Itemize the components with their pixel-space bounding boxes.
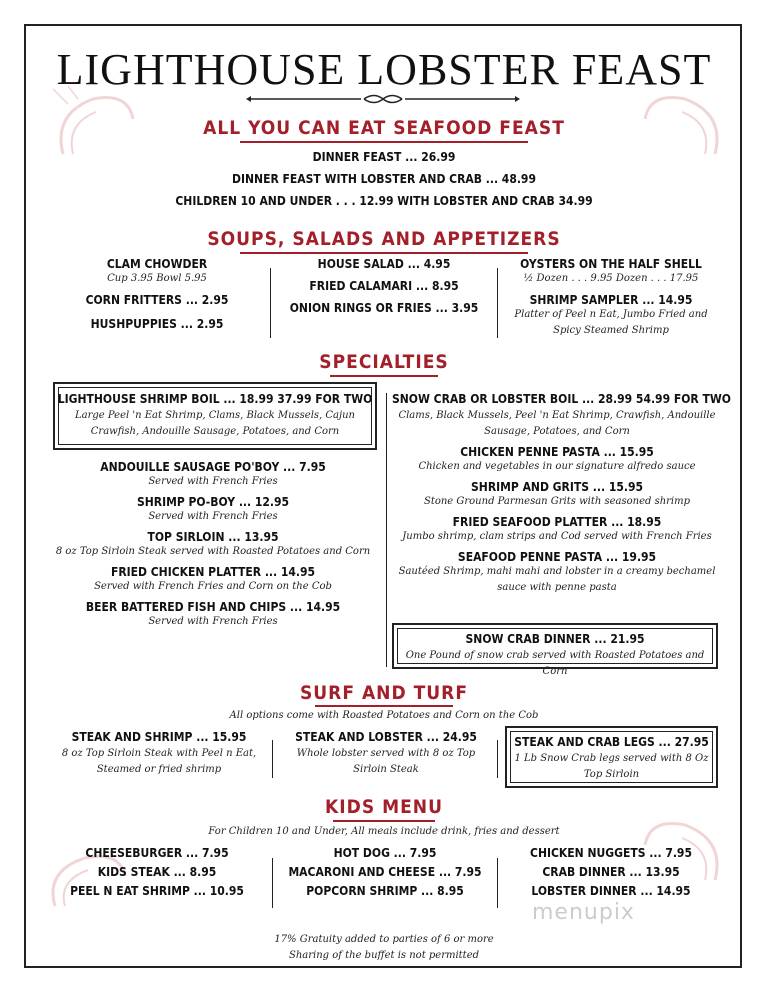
ornament-divider-icon <box>246 92 520 106</box>
menu-item: LOBSTER DINNER ... 14.95 <box>531 884 691 898</box>
menu-item: SHRIMP SAMPLER ... 14.95 <box>529 293 693 307</box>
menu-item: LIGHTHOUSE SHRIMP BOIL ... 18.99 37.99 FOR TWO <box>57 392 373 406</box>
footer-note: Sharing of the buffet is not permitted <box>288 950 480 961</box>
surf-underline <box>315 705 453 707</box>
item-description: Served with French Fries <box>148 511 278 522</box>
feast-underline <box>240 141 528 143</box>
menu-item: CLAM CHOWDER <box>106 257 208 271</box>
menu-item: SHRIMP PO-BOY ... 12.95 <box>136 495 290 509</box>
menu-item: ONION RINGS OR FRIES ... 3.95 <box>289 301 479 315</box>
soups-column-1 <box>52 257 262 331</box>
item-description: Sautéed Shrimp, mahi mahi and lobster in a creamy bechamel <box>398 566 716 577</box>
specialties-underline <box>330 375 438 377</box>
item-description: 8 oz Top Sirloin Steak with Peel n Eat, <box>61 748 257 759</box>
soups-heading: SOUPS, SALADS AND APPETIZERS <box>207 228 561 250</box>
item-description: 8 oz Top Sirloin Steak served with Roasted Potatoes and Corn <box>55 546 371 557</box>
menu-item: CHICKEN PENNE PASTA ... 15.95 <box>460 445 654 459</box>
item-description: One Pound of snow crab served with Roasted Potatoes and Corn <box>405 650 705 677</box>
kids-column-3 <box>500 846 722 898</box>
menu-item: POPCORN SHRIMP ... 8.95 <box>306 884 464 898</box>
item-description: ½ Dozen . . . 9.95 Dozen . . . 17.95 <box>523 273 699 284</box>
item-description: 1 Lb Snow Crab legs served with 8 Oz <box>514 753 709 764</box>
menu-item: SEAFOOD PENNE PASTA ... 19.95 <box>457 550 657 564</box>
feast-line: DINNER FEAST ... 26.99 <box>312 150 456 164</box>
menu-title: LIGHTHOUSE LOBSTER FEAST <box>56 45 712 94</box>
specialties-heading: SPECIALTIES <box>319 351 449 373</box>
specialties-left-list <box>48 460 378 630</box>
item-description: Jumbo shrimp, clam strips and Cod served with French Fries <box>402 531 712 542</box>
shrimp-boil-box <box>53 382 377 450</box>
item-description: Served with French Fries and Corn on the Cob <box>94 581 332 592</box>
column-divider <box>497 740 498 778</box>
item-description: Crawfish, Andouille Sausage, Potatoes, and Corn <box>90 426 340 437</box>
surf-column-2 <box>276 730 496 778</box>
item-description: Large Peel 'n Eat Shrimp, Clams, Black Mussels, Cajun <box>75 410 355 421</box>
item-description: Top Sirloin <box>583 769 640 780</box>
feast-line: CHILDREN 10 AND UNDER . . . 12.99 WITH LOBSTER AND CRAB 34.99 <box>175 194 593 208</box>
menu-item: FRIED SEAFOOD PLATTER ... 18.95 <box>452 515 662 529</box>
kids-column-2 <box>276 846 494 898</box>
menu-item: SNOW CRAB DINNER ... 21.95 <box>465 632 645 646</box>
kids-note: For Children 10 and Under, All meals include drink, fries and dessert <box>208 826 560 837</box>
soups-column-3 <box>500 257 722 339</box>
menu-item: STEAK AND CRAB LEGS ... 27.95 <box>514 735 709 749</box>
surf-heading: SURF AND TURF <box>299 682 469 704</box>
item-description: Cup 3.95 Bowl 5.95 <box>107 273 207 284</box>
feast-heading: ALL YOU CAN EAT SEAFOOD FEAST <box>203 117 565 139</box>
specialties-right-list <box>392 392 731 596</box>
menu-item: KIDS STEAK ... 8.95 <box>97 865 217 879</box>
menu-item: TOP SIRLOIN ... 13.95 <box>147 530 279 544</box>
menu-item: BEER BATTERED FISH AND CHIPS ... 14.95 <box>85 600 341 614</box>
menu-item: OYSTERS ON THE HALF SHELL <box>520 257 702 271</box>
menu-item: PEEL N EAT SHRIMP ... 10.95 <box>70 884 244 898</box>
column-divider <box>497 858 498 908</box>
menu-item: FRIED CHICKEN PLATTER ... 14.95 <box>110 565 316 579</box>
kids-heading: KIDS MENU <box>325 796 443 818</box>
menu-item: FRIED CALAMARI ... 8.95 <box>309 279 459 293</box>
column-divider <box>497 268 498 338</box>
item-description: sauce with penne pasta <box>497 582 617 593</box>
item-description: Chicken and vegetables in our signature alfredo sauce <box>418 461 696 472</box>
item-description: Platter of Peel n Eat, Jumbo Fried and <box>514 309 708 320</box>
kids-column-1 <box>48 846 266 898</box>
footer <box>0 932 768 964</box>
menu-item: CRAB DINNER ... 13.95 <box>542 865 680 879</box>
menu-item: STEAK AND LOBSTER ... 24.95 <box>295 730 477 744</box>
item-description: Clams, Black Mussels, Peel 'n Eat Shrimp, Crawfish, Andouille <box>398 410 716 421</box>
menu-item: ANDOUILLE SAUSAGE PO'BOY ... 7.95 <box>100 460 326 474</box>
snow-crab-box <box>392 623 718 677</box>
feast-line: DINNER FEAST WITH LOBSTER AND CRAB ... 48.99 <box>232 172 536 186</box>
item-description: Served with French Fries <box>148 616 278 627</box>
soups-column-2 <box>274 257 494 315</box>
watermark: menupix <box>532 900 635 925</box>
kids-underline <box>333 820 435 822</box>
menu-item: SNOW CRAB OR LOBSTER BOIL ... 28.99 54.99 FOR TWO <box>392 392 731 406</box>
menu-item: CHEESEBURGER ... 7.95 <box>85 846 229 860</box>
specialties-divider <box>386 393 387 667</box>
item-description: Sirloin Steak <box>353 764 419 775</box>
footer-note: 17% Gratuity added to parties of 6 or more <box>274 934 494 945</box>
menu-item: HOUSE SALAD ... 4.95 <box>317 257 451 271</box>
crab-legs-box <box>505 726 718 788</box>
menu-item: CORN FRITTERS ... 2.95 <box>85 293 229 307</box>
item-description: Served with French Fries <box>148 476 278 487</box>
item-description: Stone Ground Parmesan Grits with seasoned shrimp <box>423 496 691 507</box>
menu-item: MACARONI AND CHEESE ... 7.95 <box>288 865 482 879</box>
menu-item: SHRIMP AND GRITS ... 15.95 <box>471 480 643 494</box>
menu-item: HOT DOG ... 7.95 <box>333 846 437 860</box>
menu-item: STEAK AND SHRIMP ... 15.95 <box>71 730 247 744</box>
soups-underline <box>240 252 528 254</box>
item-description: Spicy Steamed Shrimp <box>553 325 669 336</box>
column-divider <box>270 268 271 338</box>
column-divider <box>272 740 273 778</box>
surf-note: All options come with Roasted Potatoes and Corn on the Cob <box>229 710 539 721</box>
item-description: Steamed or fried shrimp <box>96 764 222 775</box>
column-divider <box>272 858 273 908</box>
surf-column-1 <box>48 730 270 778</box>
menu-item: CHICKEN NUGGETS ... 7.95 <box>530 846 692 860</box>
menu-item: HUSHPUPPIES ... 2.95 <box>90 317 224 331</box>
item-description: Whole lobster served with 8 oz Top <box>296 748 476 759</box>
item-description: Sausage, Potatoes, and Corn <box>484 426 630 437</box>
